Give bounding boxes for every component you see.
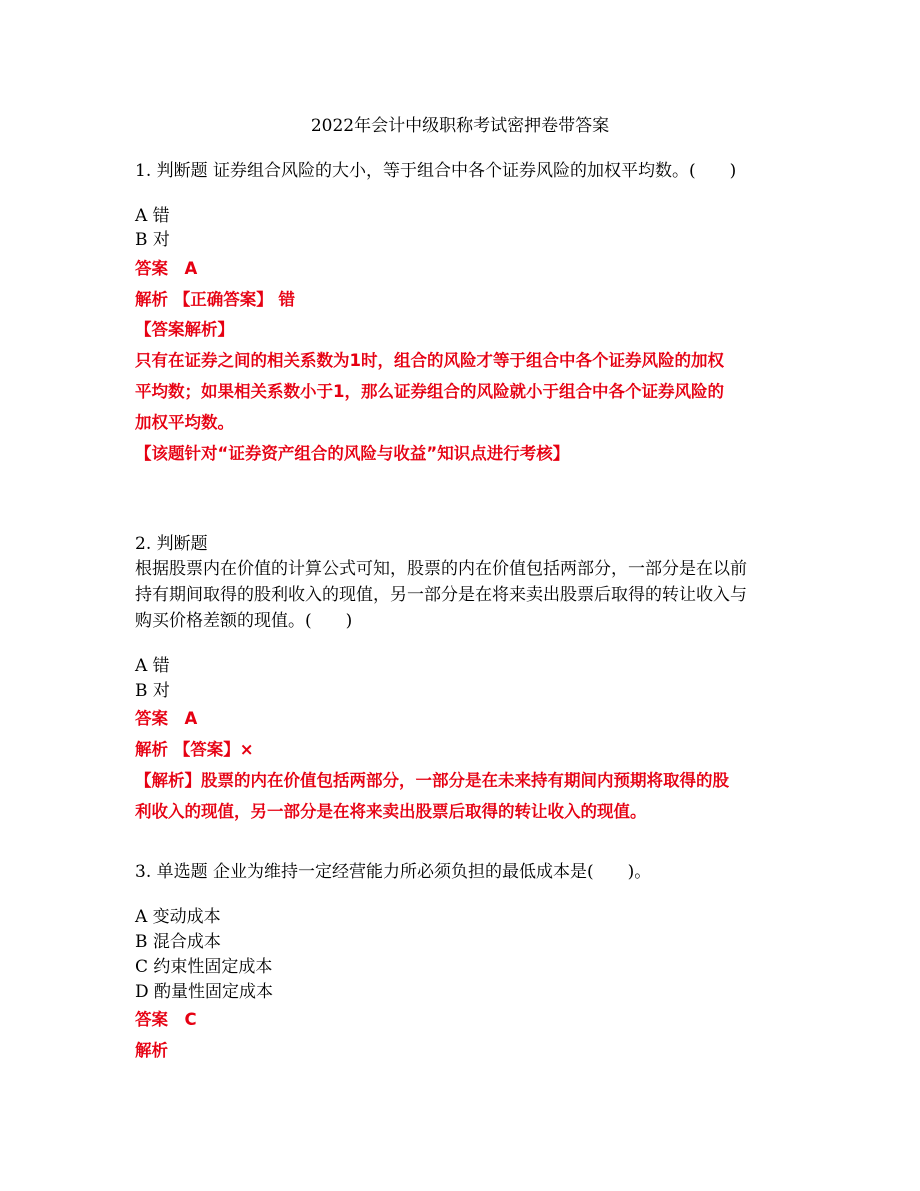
q1-option-b: B 对 <box>135 230 170 250</box>
q1-explanation-line: 平均数；如果相关系数小于1，那么证券组合的风险就小于组合中各个证券风险的 <box>135 382 724 401</box>
q2-explanation-line: 【解析】股票的内在价值包括两部分，一部分是在未来持有期间内预期将取得的股 <box>135 771 729 790</box>
q1-explanation-line: 只有在证券之间的相关系数为1时，组合的风险才等于组合中各个证券风险的加权 <box>135 351 724 370</box>
q2-answer: 答案 A <box>135 709 198 728</box>
q3-analysis: 解析 <box>135 1041 168 1060</box>
q1-answer: 答案 A <box>135 259 198 278</box>
q3-option-b: B 混合成本 <box>135 932 221 952</box>
q2-stem-line: 购买价格差额的现值。( ) <box>135 611 353 631</box>
q1-knowledge-point: 【该题针对“证券资产组合的风险与收益”知识点进行考核】 <box>135 444 570 463</box>
q2-option-b: B 对 <box>135 681 170 701</box>
q1-stem: 1. 判断题 证券组合风险的大小，等于组合中各个证券风险的加权平均数。( ) <box>135 161 737 181</box>
q2-option-a: A 错 <box>135 656 170 676</box>
q1-explanation-line: 加权平均数。 <box>135 413 234 432</box>
document-title: 2022年会计中级职称考试密押卷带答案 <box>310 116 610 136</box>
q1-analysis-header: 【答案解析】 <box>135 320 234 339</box>
q3-option-d: D 酌量性固定成本 <box>135 982 274 1002</box>
q3-stem: 3. 单选题 企业为维持一定经营能力所必须负担的最低成本是( )。 <box>135 862 652 882</box>
q3-option-a: A 变动成本 <box>135 907 221 927</box>
q3-option-c: C 约束性固定成本 <box>135 957 273 977</box>
q1-option-a: A 错 <box>135 206 170 226</box>
q2-heading: 2. 判断题 <box>135 534 208 554</box>
q1-analysis: 解析 【正确答案】 错 <box>135 290 295 309</box>
q2-stem-line: 持有期间取得的股利收入的现值，另一部分是在将来卖出股票后取得的转让收入与 <box>135 585 747 605</box>
q2-explanation-line: 利收入的现值，另一部分是在将来卖出股票后取得的转让收入的现值。 <box>135 802 647 821</box>
q2-stem-line: 根据股票内在价值的计算公式可知，股票的内在价值包括两部分，一部分是在以前 <box>135 559 747 579</box>
q3-answer: 答案 C <box>135 1010 197 1029</box>
q2-analysis: 解析 【答案】× <box>135 740 254 759</box>
